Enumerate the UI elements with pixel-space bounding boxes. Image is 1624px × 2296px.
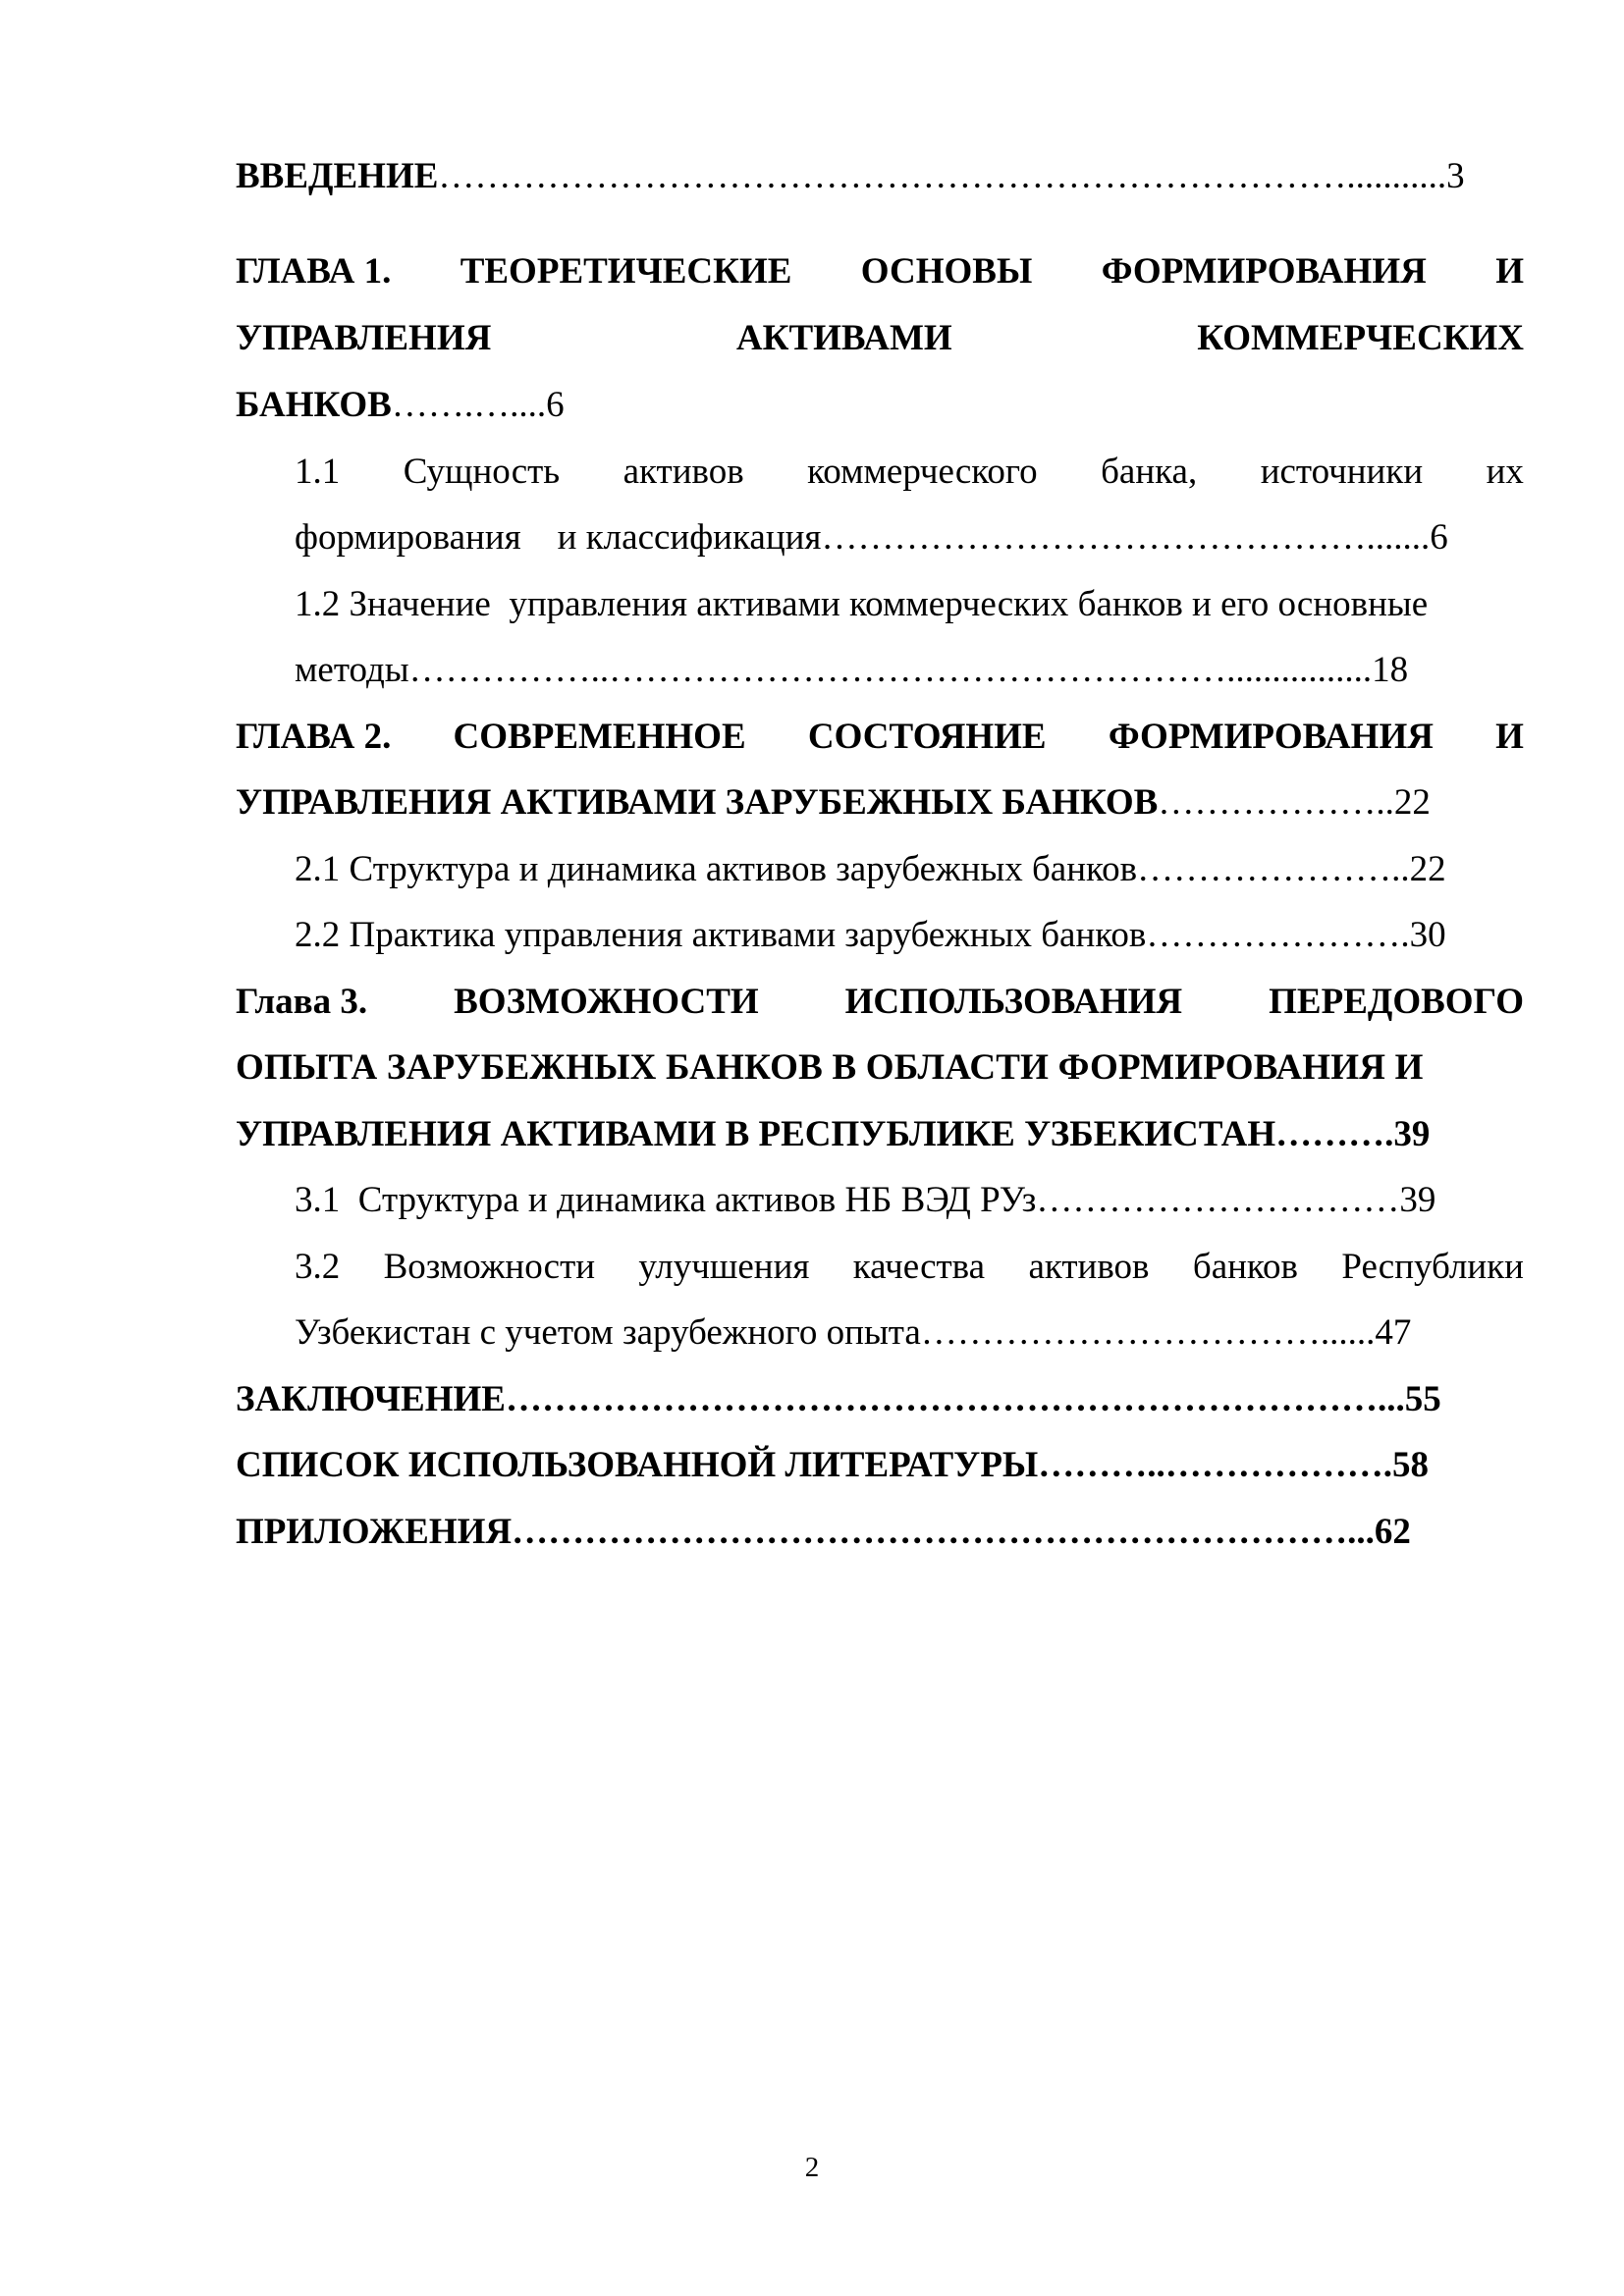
toc-entry-appendices (236, 1510, 1411, 1555)
toc-section-1-1-line1 (295, 450, 1524, 495)
toc-appendices-dots: ……………………………………………………………... (512, 1512, 1375, 1552)
toc-s32-w4: качества (852, 1247, 986, 1287)
toc-s21-dots: ………………….. (1137, 849, 1410, 889)
toc-ch3-l3-title: УПРАВЛЕНИЯ АКТИВАМИ В РЕСПУБЛИКЕ УЗБЕКИСТАН (236, 1114, 1276, 1154)
toc-s32-l2-text: Узбекистан с учетом зарубежного опыта (295, 1312, 921, 1353)
toc-s12-dots: ……………..……………………………………………................ (408, 650, 1373, 690)
toc-references-dots: ………..………………. (1038, 1445, 1393, 1485)
toc-chapter1-line2 (236, 316, 1524, 361)
toc-section-3-2-line2 (295, 1310, 1411, 1356)
toc-ch1-w3: ОСНОВЫ (860, 251, 1033, 292)
toc-chapter3-line1 (236, 980, 1524, 1025)
toc-ch1-l2-w1: УПРАВЛЕНИЯ (236, 318, 492, 358)
toc-s31-dots: ………………………… (1036, 1180, 1400, 1220)
toc-s11-w2: Сущность (403, 452, 561, 492)
toc-section-2-2 (295, 913, 1446, 958)
toc-entry-conclusion (236, 1377, 1441, 1422)
toc-ch1-w4: ФОРМИРОВАНИЯ (1101, 251, 1427, 292)
toc-references-title: СПИСОК ИСПОЛЬЗОВАННОЙ ЛИТЕРАТУРЫ (236, 1445, 1039, 1485)
toc-ch3-w2: ВОЗМОЖНОСТИ (454, 982, 759, 1022)
toc-s32-w7: Республики (1341, 1247, 1524, 1287)
toc-ch2-l2-title: УПРАВЛЕНИЯ АКТИВАМИ ЗАРУБЕЖНЫХ БАНКОВ (236, 782, 1159, 823)
toc-appendices-page: 62 (1374, 1512, 1411, 1552)
toc-ch2-w3: СОСТОЯНИЕ (807, 717, 1047, 757)
toc-ch1-l3-dots: …….….... (391, 385, 547, 425)
toc-s32-w6: банков (1192, 1247, 1298, 1287)
toc-chapter3-line2: ОПЫТА ЗАРУБЕЖНЫХ БАНКОВ В ОБЛАСТИ ФОРМИРОВАНИЯ И (236, 1047, 1424, 1088)
toc-intro-dots: …………………………………………………………………........... (438, 156, 1447, 196)
toc-intro-title: ВВЕДЕНИЕ (236, 156, 439, 196)
toc-ch1-w2: ТЕОРЕТИЧЕСКИЕ (460, 251, 792, 292)
toc-s11-w1: 1.1 (295, 452, 341, 492)
toc-ch3-w1: Глава 3. (236, 982, 368, 1022)
toc-ch1-page: 6 (546, 385, 565, 425)
toc-s22-text: 2.2 Практика управления активами зарубежных банков (295, 915, 1147, 955)
toc-ch1-w1: ГЛАВА 1. (236, 251, 392, 292)
toc-ch1-l2-w3: КОММЕРЧЕСКИХ (1197, 318, 1524, 358)
toc-s11-page: 6 (1430, 517, 1448, 558)
toc-s11-w7: их (1486, 452, 1524, 492)
toc-s11-w5: банка, (1101, 452, 1198, 492)
toc-conclusion-title: ЗАКЛЮЧЕНИЕ (236, 1379, 506, 1419)
toc-s21-text: 2.1 Структура и динамика активов зарубежных банков (295, 849, 1138, 889)
toc-section-3-2-line1 (295, 1245, 1524, 1290)
toc-s12-l2-text: методы (295, 650, 409, 690)
toc-s32-w5: активов (1028, 1247, 1150, 1287)
toc-s32-w1: 3.2 (295, 1247, 341, 1287)
toc-s22-dots: …………………. (1146, 915, 1410, 955)
toc-conclusion-dots: ………………………………………………………………... (505, 1379, 1405, 1419)
toc-s12-page: 18 (1372, 650, 1409, 690)
toc-s31-page: 39 (1399, 1180, 1436, 1220)
toc-s11-w3: активов (623, 452, 744, 492)
toc-ch2-dots: ……………….. (1158, 782, 1394, 823)
toc-intro-page: 3 (1446, 156, 1465, 196)
toc-section-1-2-line2 (295, 648, 1408, 693)
toc-chapter2-line2 (236, 780, 1431, 826)
toc-chapter2-line1 (236, 715, 1524, 760)
toc-s31-text: 3.1 Структура и динамика активов НБ ВЭД РУз (295, 1180, 1037, 1220)
toc-s32-page: 47 (1375, 1312, 1412, 1353)
page-number: 2 (804, 2152, 820, 2183)
toc-chapter1-line3 (236, 383, 565, 428)
toc-appendices-title: ПРИЛОЖЕНИЯ (236, 1512, 513, 1552)
toc-s11-w4: коммерческого (807, 452, 1038, 492)
toc-s11-dots: ………………………………………....... (821, 517, 1431, 558)
toc-ch2-page: 22 (1393, 782, 1431, 823)
toc-ch3-w3: ИСПОЛЬЗОВАНИЯ (844, 982, 1183, 1022)
toc-ch1-w5: И (1495, 251, 1524, 292)
toc-section-2-1 (295, 847, 1446, 892)
toc-section-1-1-line2 (295, 515, 1448, 561)
toc-entry-references (236, 1443, 1429, 1488)
toc-ch3-w4: ПЕРЕДОВОГО (1269, 982, 1524, 1022)
toc-s11-w6: источники (1260, 452, 1424, 492)
toc-ch1-l3-title: БАНКОВ (236, 385, 392, 425)
toc-s32-dots: ……………………………...... (920, 1312, 1376, 1353)
toc-section-1-2-line1: 1.2 Значение управления активами коммерческих банков и его основные (295, 584, 1429, 624)
toc-ch2-w4: ФОРМИРОВАНИЯ (1108, 717, 1434, 757)
toc-s32-w3: улучшения (638, 1247, 810, 1287)
toc-references-page: 58 (1392, 1445, 1430, 1485)
toc-entry-intro (236, 154, 1465, 199)
toc-chapter1-line1 (236, 249, 1524, 294)
toc-s21-page: 22 (1409, 849, 1446, 889)
toc-ch2-w2: СОВРЕМЕННОЕ (453, 717, 746, 757)
toc-ch1-l2-w2: АКТИВАМИ (735, 318, 952, 358)
toc-conclusion-page: 55 (1404, 1379, 1441, 1419)
toc-s11-l2-text: формирования и классификация (295, 517, 822, 558)
toc-s22-page: 30 (1409, 915, 1446, 955)
toc-chapter3-line3 (236, 1112, 1430, 1157)
toc-ch2-w1: ГЛАВА 2. (236, 717, 392, 757)
toc-ch3-page: 39 (1393, 1114, 1431, 1154)
toc-ch3-dots: ………. (1275, 1114, 1394, 1154)
toc-s32-w2: Возможности (383, 1247, 596, 1287)
toc-ch2-w5: И (1495, 717, 1524, 757)
toc-section-3-1 (295, 1178, 1435, 1223)
